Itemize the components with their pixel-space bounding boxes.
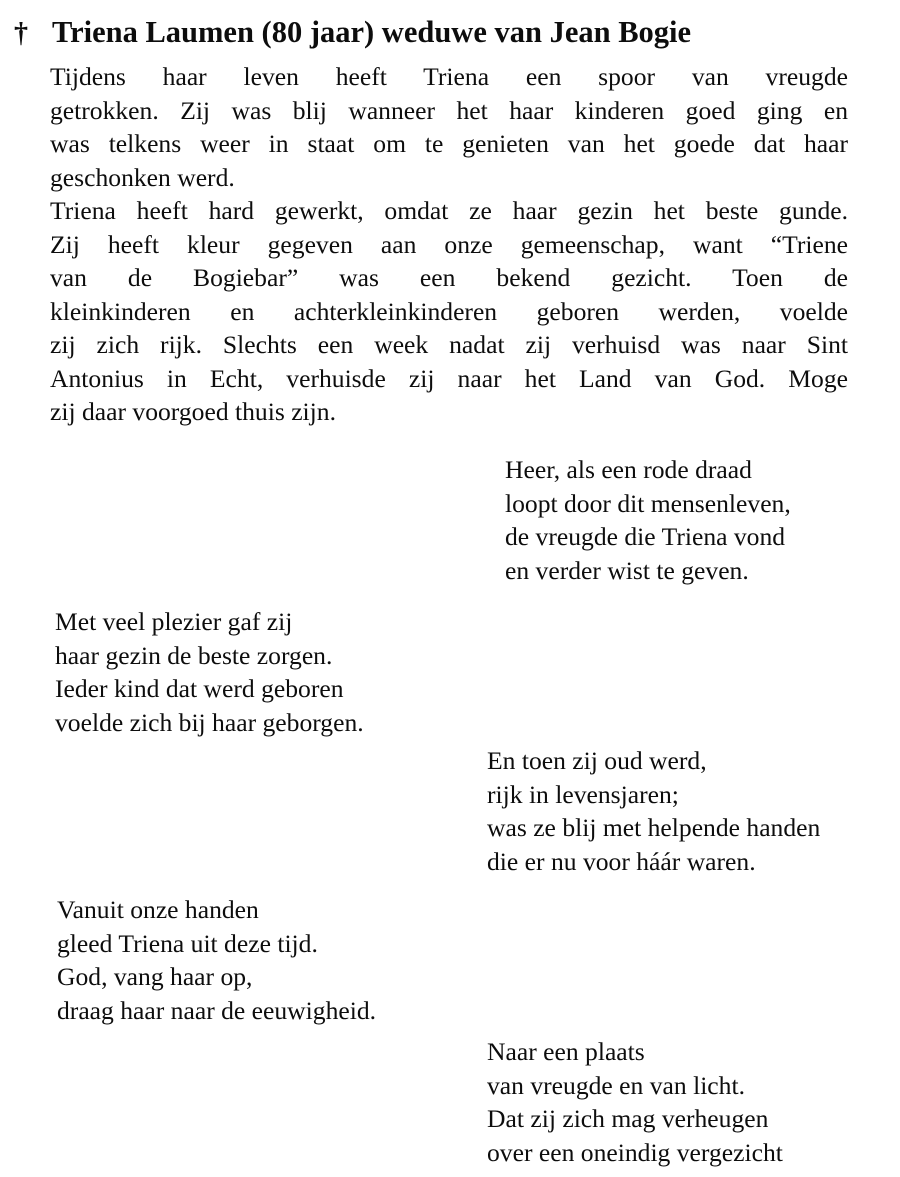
- poem-line: En toen zij oud werd,: [487, 746, 707, 775]
- poem-line: was ze blij met helpende handen: [487, 813, 821, 842]
- paragraph-line: van de Bogiebar” was een bekend gezicht. Toen de: [50, 263, 848, 292]
- paragraph-line: kleinkinderen en achterkleinkinderen geboren werden, voelde: [50, 296, 848, 326]
- poem-line: en verder wist te geven.: [505, 555, 749, 585]
- poem-line: voelde zich bij haar geborgen.: [55, 707, 364, 737]
- poem-line: draag haar naar de eeuwigheid.: [57, 995, 377, 1025]
- poem-line: van vreugde en van licht.: [487, 1070, 745, 1100]
- poem-line: over een oneindig vergezicht: [487, 1137, 783, 1167]
- obituary-paragraph: [50, 60, 848, 429]
- poem-line: gleed Triena uit deze tijd.: [57, 928, 318, 958]
- poem-line: Vanuit onze handen: [57, 895, 259, 924]
- paragraph-line: Tijdens haar leven heeft Triena een spoor van vreugde: [50, 62, 848, 91]
- obituary-title: [14, 12, 894, 54]
- paragraph-line: zij zich rijk. Slechts een week nadat zij verhuisd was naar Sint: [50, 330, 848, 359]
- poem-stanza-1: [505, 453, 791, 587]
- cross-icon: †: [14, 18, 28, 49]
- page-title: Triena Laumen (80 jaar) weduwe van Jean Bogie: [52, 15, 692, 49]
- poem-line: haar gezin de beste zorgen.: [55, 640, 333, 670]
- poem-line: die er nu voor háár waren.: [487, 846, 756, 876]
- poem-stanza-4: [57, 893, 376, 1027]
- poem-line: Ieder kind dat werd geboren: [55, 674, 344, 703]
- poem-line: God, vang haar op,: [57, 962, 253, 991]
- poem-line: Dat zij zich mag verheugen: [487, 1104, 769, 1133]
- paragraph-line: Triena heeft hard gewerkt, omdat ze haar gezin het beste gunde.: [50, 196, 848, 225]
- poem-stanza-2: [55, 605, 364, 739]
- poem-line: Met veel plezier gaf zij: [55, 607, 293, 636]
- paragraph-line: Antonius in Echt, verhuisde zij naar het Land van God. Moge: [50, 363, 848, 393]
- poem-stanza-5: [487, 1035, 783, 1169]
- poem-line: rijk in levensjaren;: [487, 779, 679, 809]
- paragraph-line: geschonken werd.: [50, 162, 235, 192]
- paragraph-line: Zij heeft kleur gegeven aan onze gemeenschap, want “Triene: [50, 229, 848, 259]
- paragraph-line: was telkens weer in staat om te genieten van het goede dat haar: [50, 129, 848, 158]
- poem-line: loopt door dit mensenleven,: [505, 488, 791, 518]
- paragraph-line: zij daar voorgoed thuis zijn.: [50, 397, 336, 426]
- poem-stanza-3: [487, 744, 820, 878]
- poem-line: Heer, als een rode draad: [505, 455, 752, 484]
- poem-line: Naar een plaats: [487, 1037, 645, 1066]
- poem-line: de vreugde die Triena vond: [505, 522, 786, 551]
- paragraph-line: getrokken. Zij was blij wanneer het haar kinderen goed ging en: [50, 95, 848, 125]
